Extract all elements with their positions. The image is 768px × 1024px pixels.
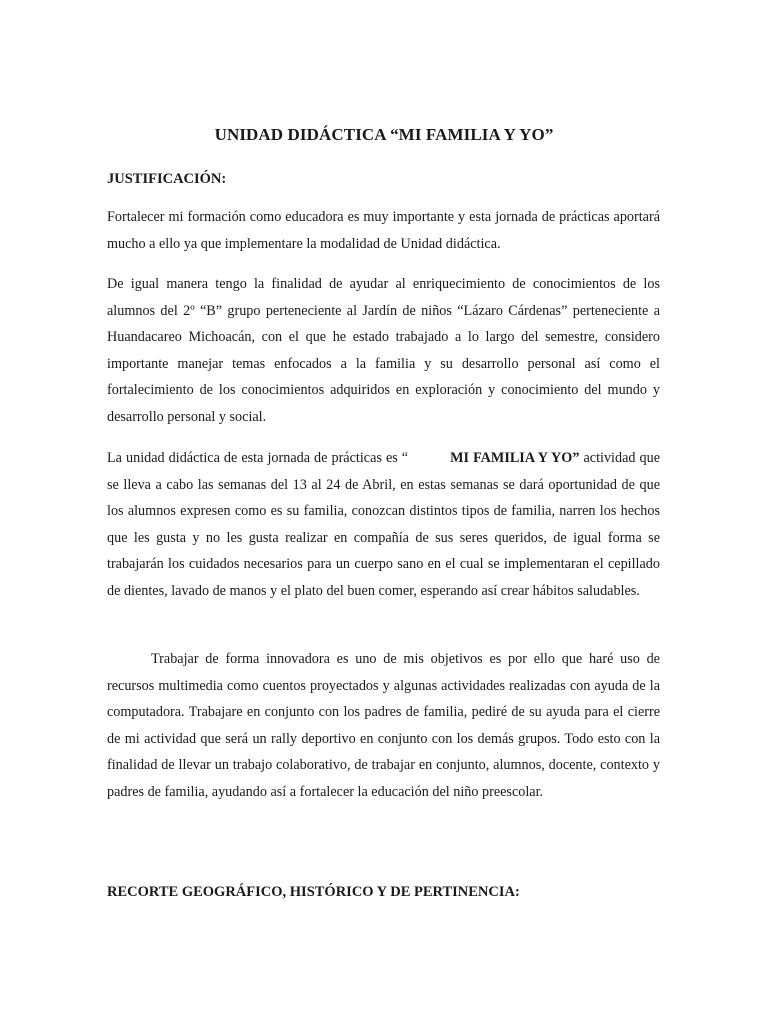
paragraph-3-intro: La unidad didáctica de esta jornada de prácticas es “ bbox=[107, 450, 409, 466]
paragraph-3 bbox=[107, 445, 660, 604]
paragraph-2: De igual manera tengo la finalidad de ayudar al enriquecimiento de conocimientos de los alumnos del 2º “B” grupo perteneciente al Jardín de niños “Lázaro Cárdenas” perteneciente a Huandacareo Michoacán, con el que he estado trabajado a lo largo del semestre, considero importante manejar temas enfocados a la familia y su desarrollo personal así como el fortalecimiento de los conocimientos adquiridos en exploración y conocimiento del mundo y desarrollo personal y social. bbox=[107, 276, 660, 425]
section-heading-recorte: RECORTE GEOGRÁFICO, HISTÓRICO Y DE PERTINENCIA: bbox=[107, 884, 520, 900]
paragraph-4: Trabajar de forma innovadora es uno de mis objetivos es por ello que haré uso de recursos multimedia como cuentos proyectados y algunas actividades realizadas con ayuda de la computadora. Trabajare en conjunto con los padres de familia, pediré de su ayuda para el cierre de mi actividad que será un rally deportivo en conjunto con los demás grupos. Todo esto con la finalidad de llevar un trabajo colaborativo, de trabajar en conjunto, alumnos, docente, contexto y padres de familia, ayudando así a fortalecer la educación del niño preescolar. bbox=[107, 651, 660, 800]
paragraph-3-bold-title: MI FAMILIA Y YO” bbox=[450, 450, 580, 466]
paragraph-1: Fortalecer mi formación como educadora es muy importante y esta jornada de prácticas aportará mucho a ello ya que implementare la modalidad de Unidad didáctica. bbox=[107, 209, 660, 252]
paragraph-3-rest: actividad que se lleva a cabo las semanas del 13 al 24 de Abril, en estas semanas se dará oportunidad de que los alumnos expresen como es su familia, conozcan distintos tipos de familia, narren los hechos que les gusta y no les gusta realizar en compañía de sus seres queridos, de igual forma se trabajarán los cuidados necesarios para un cuerpo sano en el cual se implementaran el cepillado de dientes, lavado de manos y el plato del buen comer, esperando así crear hábitos saludables. bbox=[107, 450, 660, 599]
section-heading-justificacion: JUSTIFICACIÓN: bbox=[107, 171, 227, 187]
document-title: UNIDAD DIDÁCTICA “MI FAMILIA Y YO” bbox=[214, 125, 554, 144]
